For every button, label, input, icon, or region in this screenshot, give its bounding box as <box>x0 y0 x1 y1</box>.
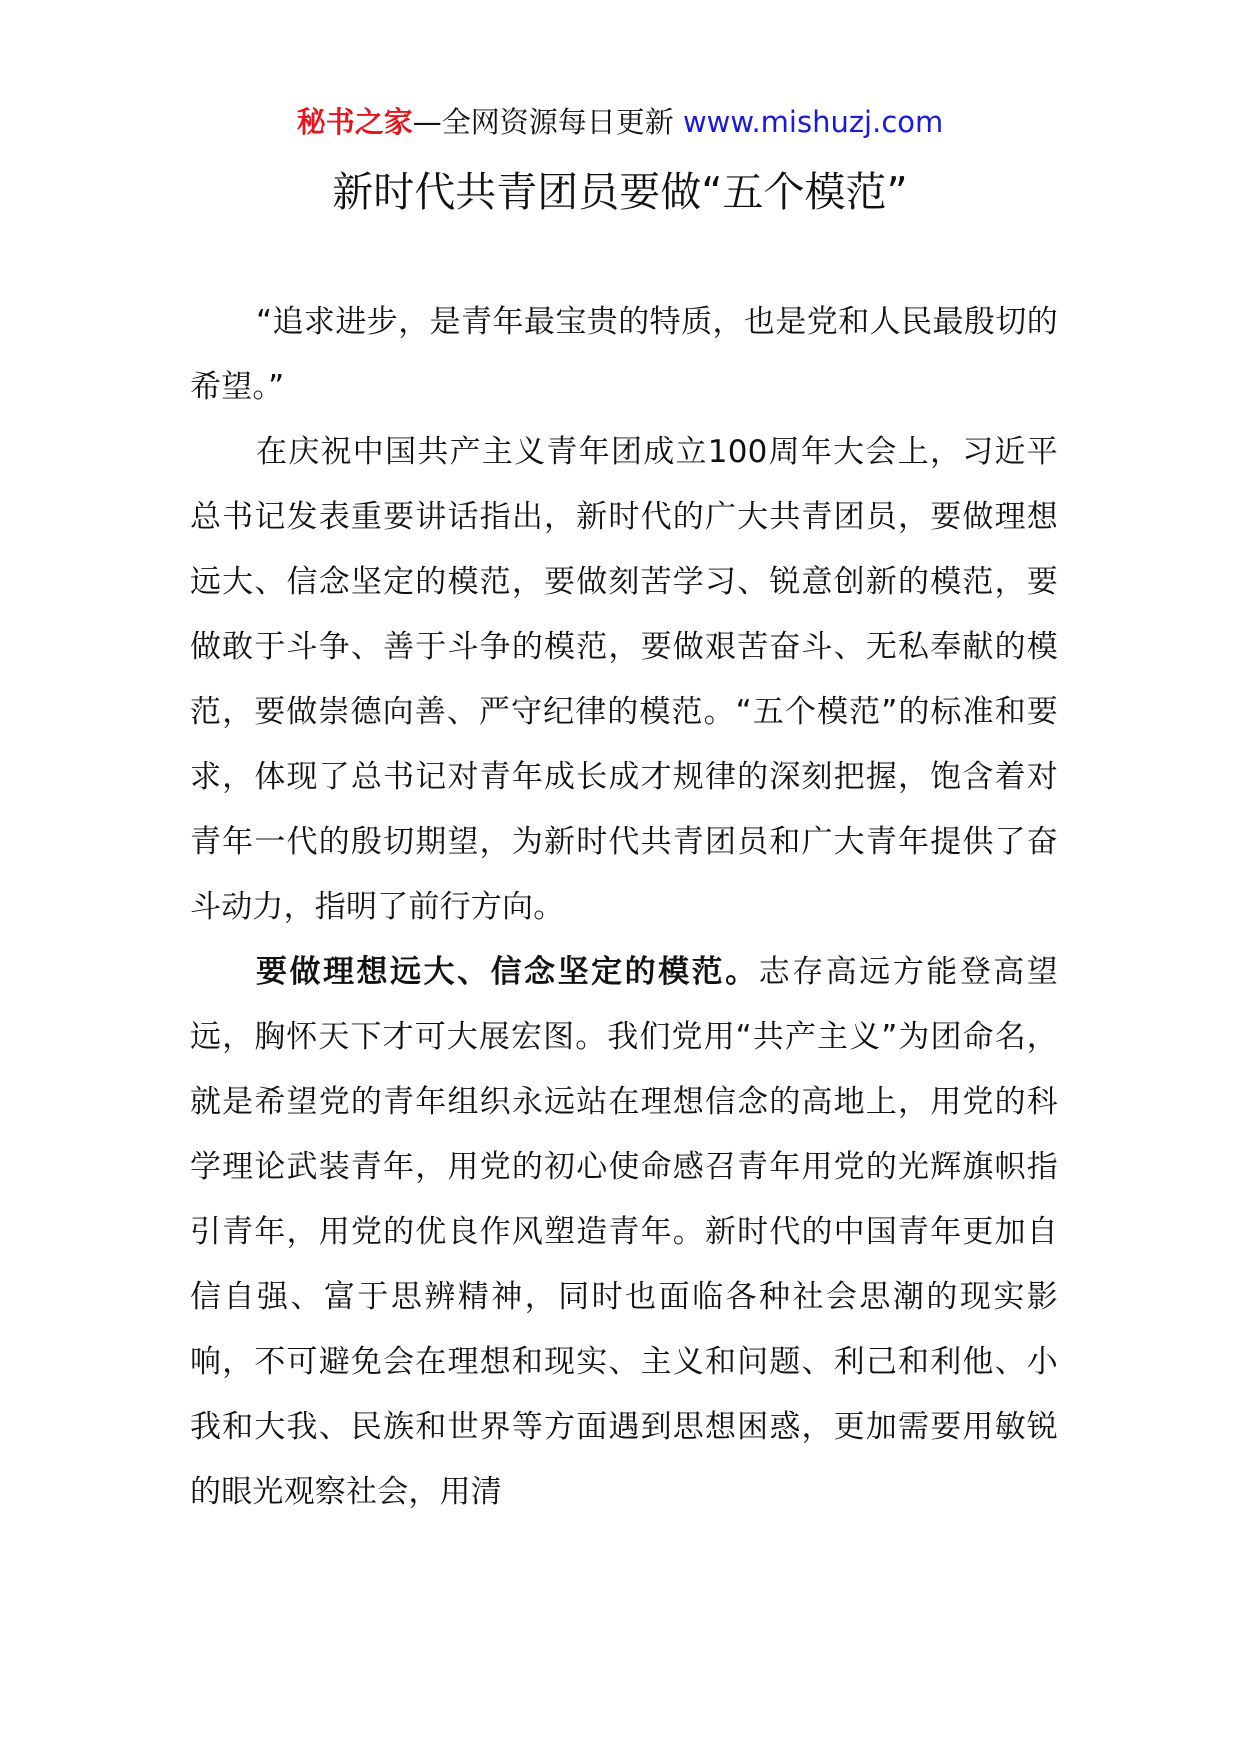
site-tagline: —全网资源每日更新 <box>412 105 674 139</box>
site-header <box>0 100 1240 144</box>
paragraph-text: 在庆祝中国共产主义青年团成立100周年大会上，习近平总书记发表重要讲话指出，新时代的广大共青团员，要做理想远大、信念坚定的模范，要做刻苦学习、锐意创新的模范，要做敢于斗争、善于斗争的模范，要做艰苦奋斗、无私奉献的模范，要做崇德向善、严守纪律的模范。“五个模范”的标准和要求，体现了总书记对青年成长成才规律的深刻把握，饱含着对青年一代的殷切期望，为新时代共青团员和广大青年提供了奋斗动力，指明了前行方向。 <box>190 434 1058 925</box>
paragraph-quote <box>190 290 1058 420</box>
document-title: 新时代共青团员要做“五个模范” <box>332 168 908 216</box>
paragraph-lead-heading: 要做理想远大、信念坚定的模范。 <box>256 954 759 990</box>
paragraph-ideals <box>190 940 1058 1525</box>
document-body <box>190 290 1058 1525</box>
site-brand: 秘书之家 <box>296 105 413 139</box>
paragraph-text: “追求进步，是青年最宝贵的特质，也是党和人民最殷切的希望。” <box>190 304 1058 405</box>
paragraph-text: 志存高远方能登高望远，胸怀天下才可大展宏图。我们党用“共产主义”为团命名，就是希望党的青年组织永远站在理想信念的高地上，用党的科学理论武装青年，用党的初心使命感召青年用党的光辉旗帜指引青年，用党的优良作风塑造青年。新时代的中国青年更加自信自强、富于思辨精神，同时也面临各种社会思潮的现实影响，不可避免会在理想和现实、主义和问题、利己和利他、小我和大我、民族和世界等方面遇到思想困惑，更加需要用敏锐的眼光观察社会，用清 <box>190 954 1058 1510</box>
site-url-link[interactable]: www.mishuzj.com <box>682 105 944 139</box>
paragraph-speech <box>190 420 1058 940</box>
